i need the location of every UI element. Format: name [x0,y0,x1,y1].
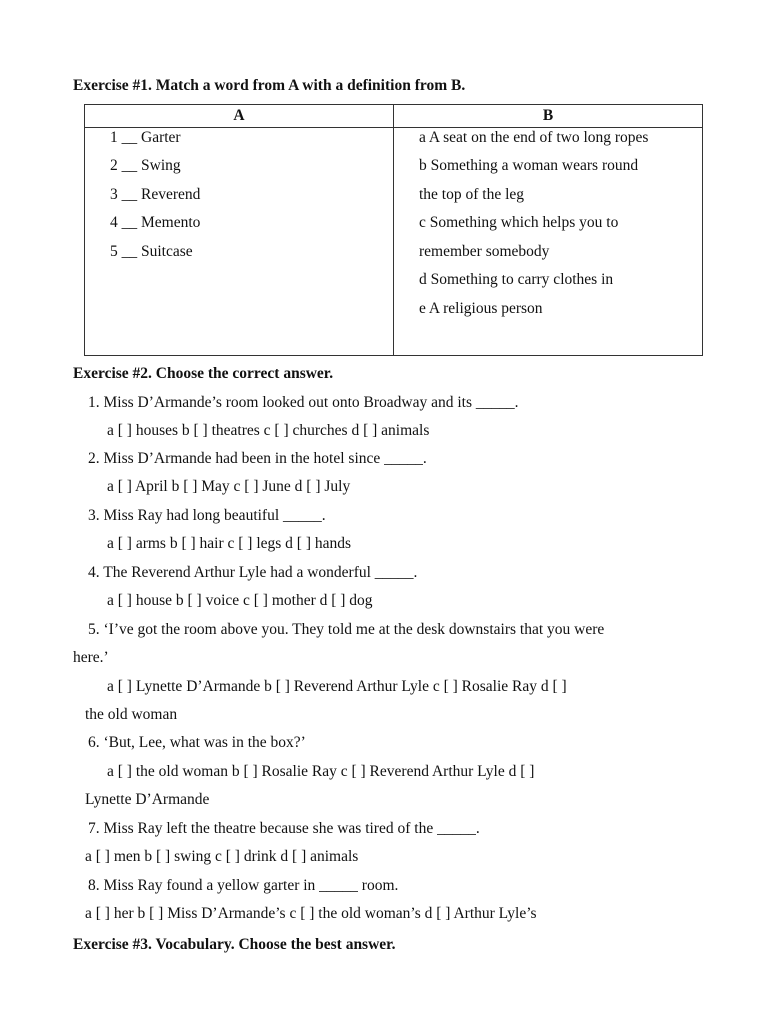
definition-line: a A seat on the end of two long ropes [419,129,649,146]
question-8-options: a [ ] her b [ ] Miss D’Armande’s c [ ] the old woman’s d [ ] Arthur Lyle’s [85,905,537,922]
question-5-continued: here.’ [73,649,109,666]
word-item: 4 __ Memento [110,214,201,231]
word-item: 3 __ Reverend [110,186,201,203]
question-7: 7. Miss Ray left the theatre because she was tired of the _____. [88,820,480,837]
question-5: 5. ‘I’ve got the room above you. They told me at the desk downstairs that you were [88,621,605,638]
question-4-options: a [ ] house b [ ] voice c [ ] mother d [ ] dog [107,592,373,609]
exercise2-heading: Exercise #2. Choose the correct answer. [73,365,334,382]
question-5-options: a [ ] Lynette D’Armande b [ ] Reverend Arthur Lyle c [ ] Rosalie Ray d [ ] [107,678,567,695]
matching-table [84,104,703,356]
word-item: 1 __ Garter [110,129,181,146]
definition-line: remember somebody [419,243,550,260]
question-8: 8. Miss Ray found a yellow garter in _____ room. [88,877,399,894]
word-item: 5 __ Suitcase [110,243,193,260]
exercise3-heading: Exercise #3. Vocabulary. Choose the best answer. [73,936,396,953]
question-6-options-continued: Lynette D’Armande [85,791,210,808]
definition-line: b Something a woman wears round [419,157,639,174]
definition-line: d Something to carry clothes in [419,271,614,288]
column-a-header: A [85,105,394,128]
question-7-options: a [ ] men b [ ] swing c [ ] drink d [ ] animals [85,848,359,865]
definition-line: e A religious person [419,300,543,317]
question-3: 3. Miss Ray had long beautiful _____. [88,507,326,524]
column-b-header: B [394,105,703,128]
definition-line: c Something which helps you to [419,214,619,231]
definition-line: the top of the leg [419,186,525,203]
question-2: 2. Miss D’Armande had been in the hotel since _____. [88,450,427,467]
column-a-words [85,128,394,356]
question-6-options: a [ ] the old woman b [ ] Rosalie Ray c [ ] Reverend Arthur Lyle d [ ] [107,763,535,780]
word-item: 2 __ Swing [110,157,181,174]
question-1-options: a [ ] houses b [ ] theatres c [ ] churches d [ ] animals [107,422,430,439]
question-4: 4. The Reverend Arthur Lyle had a wonderful _____. [88,564,418,581]
exercise1-heading: Exercise #1. Match a word from A with a definition from B. [73,77,466,94]
question-3-options: a [ ] arms b [ ] hair c [ ] legs d [ ] hands [107,535,352,552]
question-2-options: a [ ] April b [ ] May c [ ] June d [ ] July [107,478,351,495]
column-b-definitions [394,128,703,356]
question-5-options-continued: the old woman [85,706,178,723]
question-6: 6. ‘But, Lee, what was in the box?’ [88,734,306,751]
question-1: 1. Miss D’Armande’s room looked out onto Broadway and its _____. [88,394,519,411]
